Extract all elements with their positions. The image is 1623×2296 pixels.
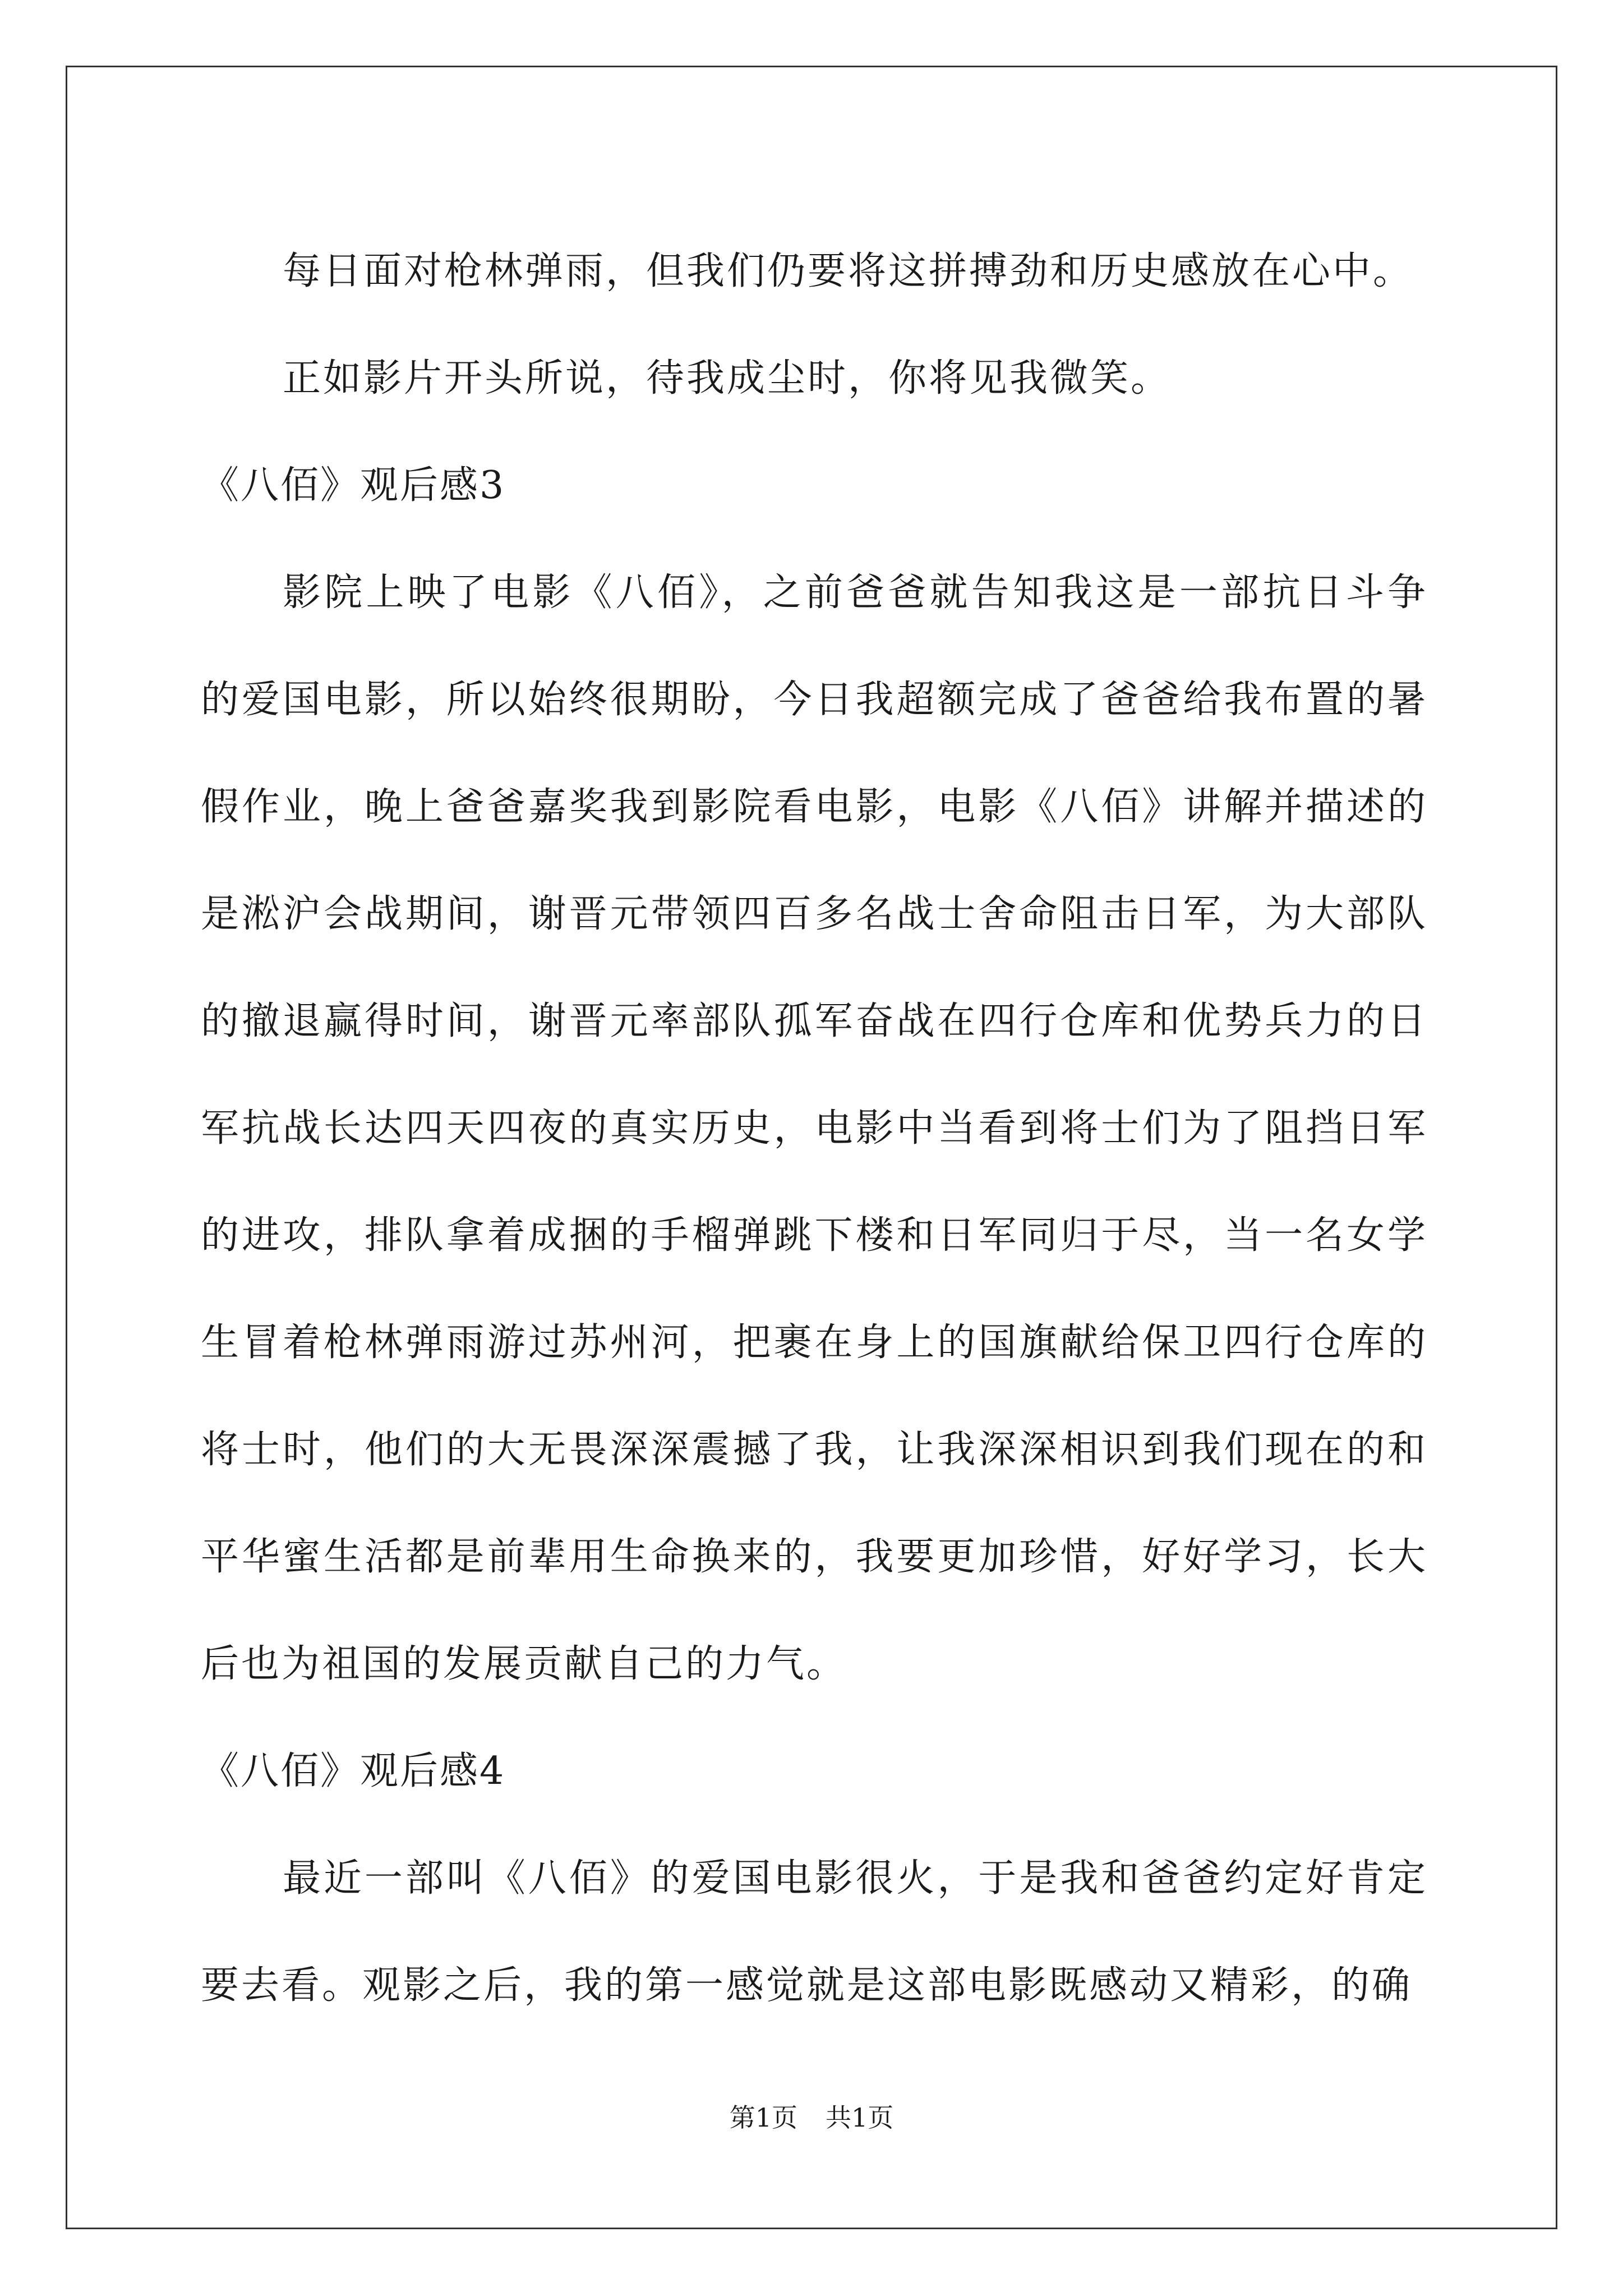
- page-footer: [0, 2101, 1623, 2134]
- paragraph: 正如影片开头所说，待我成尘时，你将见我微笑。: [283, 356, 1172, 401]
- paragraph: 影院上映了电影《八佰》，之前爸爸就告知我这是一部抗日斗争的爱国电影，所以始终很期盼，今日我超额完成了爸爸给我布置的暑假作业，晚上爸爸嘉奖我到影院看电影，电影《八佰》讲解并描述的是淞沪会战期间，谢晋元带领四百多名战士舍命阻击日军，为大部队的撤退赢得时间，谢晋元率部队孤军奋战在四行仓库和优势兵力的日军抗战长达四天四夜的真实历史，电影中当看到将士们为了阻挡日军的进攻，排队拿着成捆的手榴弹跳下楼和日军同归于尽，当一名女学生冒着枪林弹雨游过苏州河，把裹在身上的国旗献给保卫四行仓库的将士时，他们的大无畏深深震撼了我，让我深深相识到我们现在的和平华蜜生活都是前辈用生命换来的，我要更加珍惜，好好学习，长大后也为祖国的发展贡献自己的力气。: [201, 570, 1428, 1686]
- document-body: [201, 218, 1428, 2039]
- page-number: 第1页: [729, 2102, 797, 2133]
- page-total: 共1页: [826, 2102, 894, 2133]
- paragraph: 每日面对枪林弹雨，但我们仍要将这拼搏劲和历史感放在心中。: [283, 249, 1414, 293]
- paragraph: 最近一部叫《八佰》的爱国电影很火，于是我和爸爸约定好肯定要去看。观影之后，我的第一感觉就是这部电影既感动又精彩，的确: [201, 1856, 1428, 2008]
- section-heading: 《八佰》观后感3: [201, 463, 506, 508]
- section-heading: 《八佰》观后感4: [201, 1749, 506, 1793]
